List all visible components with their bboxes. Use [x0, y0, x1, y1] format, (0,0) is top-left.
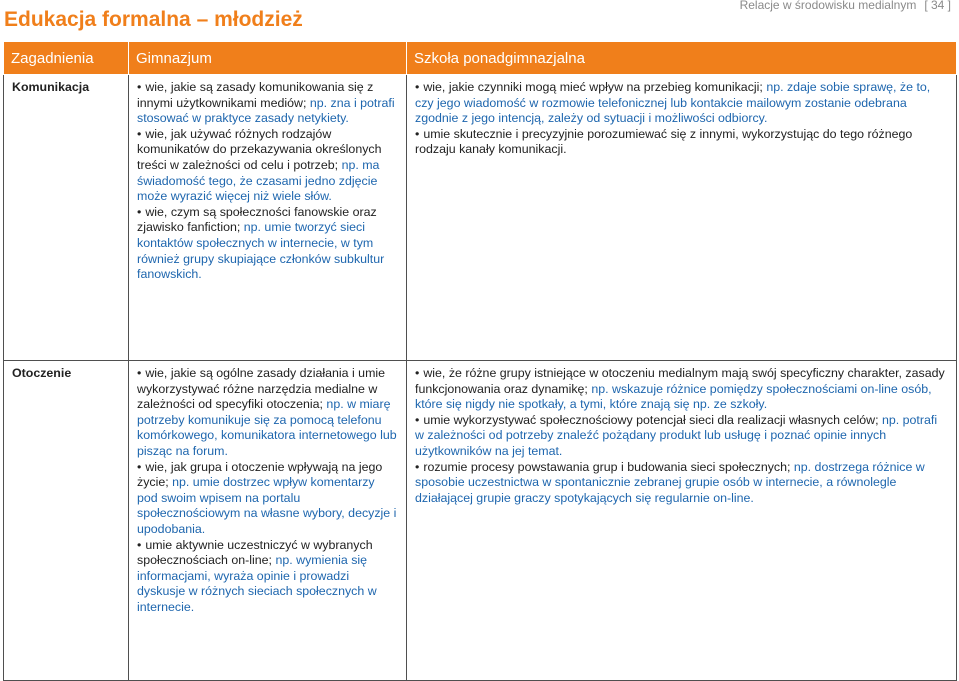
example-text: np. dostrzega różnice w sposobie uczestnictwa w spontanicznie zebranej grupie osób w internecie, a równolegle działającej grupie graczy spotykających się regularnie on-line.: [415, 459, 925, 505]
gimnazjum-cell: [129, 75, 407, 361]
ponadgimnazjalna-cell: [407, 361, 957, 681]
header-szkola-ponadgimnazjalna: Szkoła ponadgimnazjalna: [407, 42, 957, 75]
list-item: [415, 127, 948, 158]
point-text: wie, jakie są ogólne zasady działania i umie wykorzystywać różne narzędzia medialne w zależności od specyfiki otoczenia;: [137, 366, 386, 412]
list-item: [137, 538, 398, 616]
page-title: Edukacja formalna – młodzież: [4, 8, 303, 31]
list-item: [415, 80, 948, 127]
running-header: [740, 0, 951, 12]
running-header-title: Relacje w środowisku medialnym: [739, 0, 917, 12]
list-item: [137, 80, 398, 127]
list-item: [137, 127, 398, 205]
table-row: [4, 361, 957, 681]
curriculum-table: [3, 41, 957, 681]
example-text: np. potrafi w zależności od potrzeby znaleźć pożądany produkt lub usługę i poznać opinie innych użytkowników na jej temat.: [415, 412, 938, 458]
point-text: umie skutecznie i precyzyjnie porozumiewać się z innymi, wykorzystując do tego różnego rodzaju kanały komunikacji.: [415, 126, 913, 157]
example-text: np. zdaje sobie sprawę, że to, czy jego wiadomość w rozmowie telefonicznej lub kontakcie mailowym zostanie odebrana zgodnie z jego intencją, zależy od sytuacji i możliwości odbiorcy.: [415, 80, 931, 126]
example-text: np. w miarę potrzeby komunikuje się za pomocą telefonu komórkowego, komunikatora internetowego lub pisząc na forum.: [137, 397, 397, 458]
example-text: np. umie tworzyć sieci kontaktów społecznych w internecie, w tym również grupy skupiające członków subkultur fanowskich.: [137, 220, 385, 282]
list-item: [137, 460, 398, 538]
header-gimnazjum: Gimnazjum: [129, 42, 407, 75]
list-item: [137, 366, 398, 460]
point-text: wie, jak używać różnych rodzajów komunikatów do przekazywania określonych treści w zależności od celu i potrzeb;: [137, 126, 382, 172]
topic-cell: Otoczenie: [4, 361, 129, 681]
topic-cell: Komunikacja: [4, 75, 129, 361]
table-row: [4, 75, 957, 361]
page-number: [ 34 ]: [924, 0, 951, 12]
header-zagadnienia: Zagadnienia: [4, 42, 129, 75]
example-text: np. wymienia się informacjami, wyraża opinie i prowadzi dyskusje w różnych sieciach społecznych w internecie.: [137, 553, 377, 614]
point-text: wie, jakie czynniki mogą mieć wpływ na przebieg komunikacji;: [423, 80, 763, 94]
list-item: [415, 366, 948, 413]
example-text: np. ma świadomość tego, że czasami jedno zdjęcie może wyrazić więcej niż wiele słów.: [137, 157, 380, 204]
point-text: umie wykorzystywać społecznościowy potencjał sieci dla realizacji własnych celów;: [423, 412, 879, 427]
point-text: rozumie procesy powstawania grup i budowania sieci społecznych;: [423, 459, 791, 474]
list-item: [137, 205, 398, 283]
list-item: [415, 413, 948, 460]
point-text: wie, jak grupa i otoczenie wpływają na jego życie;: [137, 459, 383, 490]
point-text: wie, czym są społeczności fanowskie oraz zjawisko fanfiction;: [137, 204, 377, 235]
list-item: [415, 460, 948, 507]
example-text: np. umie dostrzec wpływ komentarzy pod swoim wpisem na portalu społecznościowym na własne wybory, decyzje i upodobania.: [137, 475, 397, 536]
example-text: np. zna i potrafi stosować w praktyce zasady netykiety.: [137, 95, 395, 126]
point-text: wie, jakie są zasady komunikowania się z innymi użytkownikami mediów;: [137, 80, 374, 110]
point-text: wie, że różne grupy istniejące w otoczeniu medialnym mają swój specyficzny charakter, zasady funkcjonowania oraz dynamikę;: [415, 366, 945, 396]
gimnazjum-cell: [129, 361, 407, 681]
point-text: umie aktywnie uczestniczyć w wybranych społecznościach on-line;: [137, 537, 373, 568]
ponadgimnazjalna-cell: [407, 75, 957, 361]
table-header-row: [4, 42, 957, 75]
example-text: np. wskazuje różnice pomiędzy społecznościami on-line osób, które się nigdy nie spotkały, a tymi, które znają się np. ze szkoły.: [415, 381, 932, 412]
